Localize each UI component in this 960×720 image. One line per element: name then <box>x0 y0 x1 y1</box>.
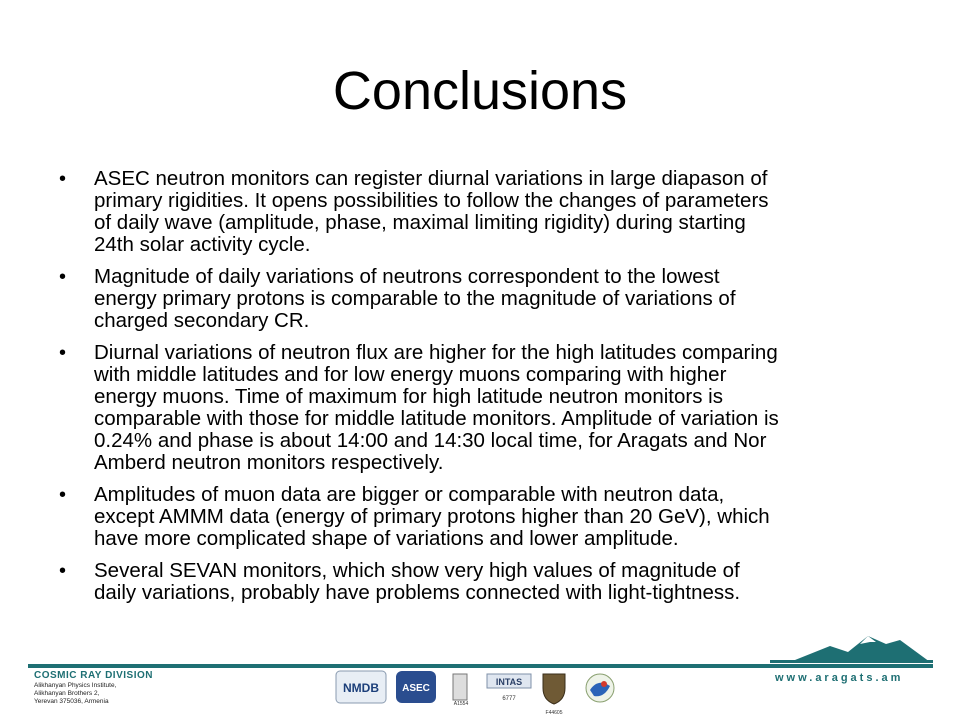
bullet-line: Amberd neutron monitors respectively. <box>94 451 444 474</box>
address-line: Alikhanyan Brothers 2, <box>34 690 100 697</box>
bullet-line: energy muons. Time of maximum for high latitude neutron monitors is <box>94 385 723 408</box>
bullet-line: Amplitudes of muon data are bigger or comparable with neutron data, <box>94 483 725 506</box>
bullet-line: except AMMM data (energy of primary protons higher than 20 GeV), which <box>94 505 770 528</box>
bullet-dot-icon: • <box>59 168 67 190</box>
svg-text:INTAS: INTAS <box>495 677 523 687</box>
nmdb-logo-icon <box>335 670 387 704</box>
bullet-line: ASEC neutron monitors can register diurnal variations in large diapason of <box>94 167 768 190</box>
bullet-dot-icon: • <box>59 342 67 364</box>
bullet-item <box>55 560 915 604</box>
bullet-line: charged secondary CR. <box>94 309 310 332</box>
bullet-line: primary rigidities. It opens possibilities to follow the changes of parameters <box>94 189 769 212</box>
division-name: COSMIC RAY DIVISION <box>34 670 153 681</box>
map-logo-icon <box>580 670 620 706</box>
ctc-logo-icon <box>443 670 479 706</box>
svg-text:NMDB: NMDB <box>343 681 379 695</box>
slide-title: Conclusions <box>332 61 628 121</box>
bullet-line: comparable with those for middle latitude monitors. Amplitude of variation is <box>94 407 779 430</box>
division-address <box>34 682 209 706</box>
bullet-line: 0.24% and phase is about 14:00 and 14:30 local time, for Aragats and Nor <box>94 429 767 452</box>
asec-logo-icon <box>395 670 437 704</box>
bullet-list <box>55 168 915 614</box>
svg-text:F44605: F44605 <box>545 710 563 716</box>
website-link[interactable]: www.aragats.am <box>775 672 904 684</box>
address-line: Yerevan 375036, Armenia <box>34 698 109 705</box>
bullet-line: Several SEVAN monitors, which show very high values of magnitude of <box>94 559 740 582</box>
bullet-line: of daily wave (amplitude, phase, maximal limiting rigidity) during starting <box>94 211 746 234</box>
bullet-line: Diurnal variations of neutron flux are higher for the high latitudes comparing <box>94 341 778 364</box>
intas-logo-icon <box>485 670 533 706</box>
division-block <box>34 670 209 706</box>
bullet-line: Magnitude of daily variations of neutrons correspondent to the lowest <box>94 265 720 288</box>
mountain-logo-icon <box>790 634 930 664</box>
bullet-line: with middle latitudes and for low energy muons comparing with higher <box>94 363 727 386</box>
bullet-line: have more complicated shape of variations and lower amplitude. <box>94 527 679 550</box>
svg-text:A1554: A1554 <box>453 701 469 707</box>
slide-footer <box>0 630 960 720</box>
bullet-dot-icon: • <box>59 560 67 582</box>
address-line: Alikhanyan Physics Institute, <box>34 682 117 689</box>
bullet-line: daily variations, probably have problems connected with light-tightness. <box>94 581 741 604</box>
bullet-dot-icon: • <box>59 484 67 506</box>
bullet-item <box>55 342 915 474</box>
bullet-item <box>55 168 915 256</box>
bullet-item <box>55 484 915 550</box>
shield-logo-icon <box>539 670 569 716</box>
bullet-line: 24th solar activity cycle. <box>94 233 311 256</box>
svg-text:6777: 6777 <box>502 696 516 702</box>
footer-divider <box>28 664 933 668</box>
bullet-dot-icon: • <box>59 266 67 288</box>
svg-text:ASEC: ASEC <box>402 683 430 694</box>
bullet-item <box>55 266 915 332</box>
bullet-line: energy primary protons is comparable to the magnitude of variations of <box>94 287 736 310</box>
